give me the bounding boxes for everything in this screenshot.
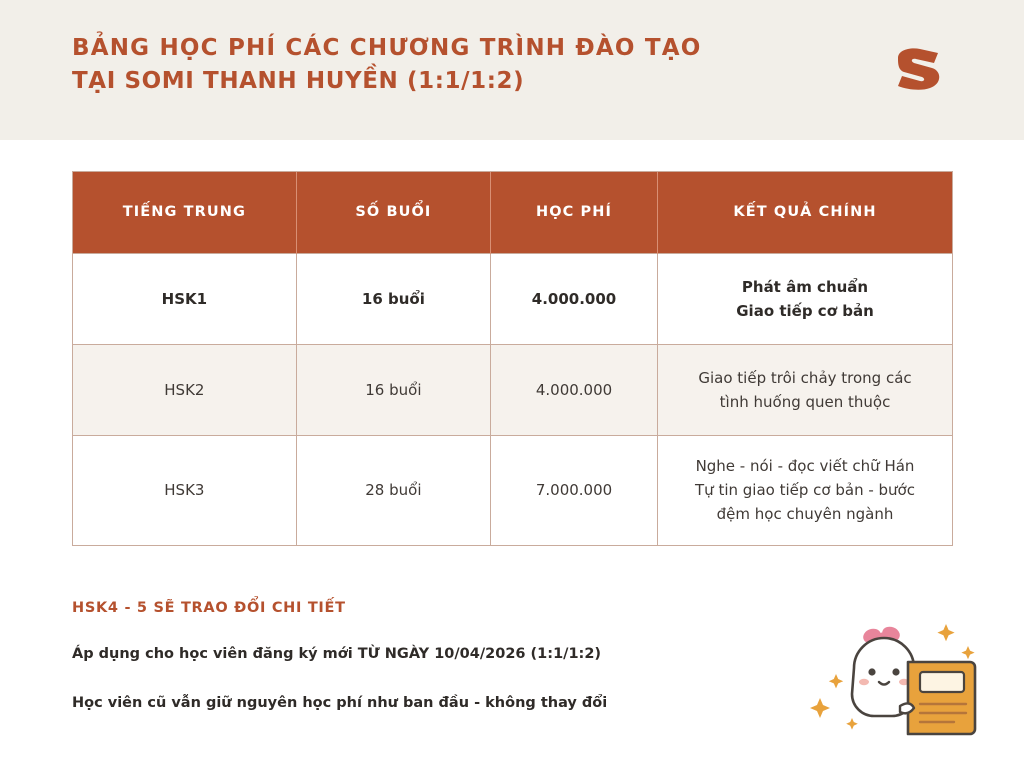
note-line-2: Học viên cũ vẫn giữ nguyên học phí như ban đầu - không thay đổi [72, 695, 608, 711]
cell-fee: 4.000.000 [491, 253, 658, 344]
column-header-outcome: KẾT QUẢ CHÍNH [658, 172, 952, 253]
table-row [73, 344, 952, 435]
table-row [73, 435, 952, 545]
note-line-1: Áp dụng cho học viên đăng ký mới TỪ NGÀY 10/04/2026 (1:1/1:2) [72, 646, 602, 662]
outcome-line: Phát âm chuẩn [741, 277, 869, 296]
cell-sessions: 28 buổi [296, 435, 490, 545]
cell-fee: 4.000.000 [491, 344, 658, 435]
outcome-line: đệm học chuyên ngành [716, 505, 894, 524]
cell-level: HSK3 [73, 435, 296, 545]
note-highlight: HSK4 - 5 SẼ TRAO ĐỔI CHI TIẾT [72, 600, 346, 616]
table-header-row [73, 172, 952, 253]
outcome-line: Nghe - nói - đọc viết chữ Hán [695, 457, 915, 476]
page-title [72, 32, 772, 98]
table-row [73, 253, 952, 344]
outcome-line: tình huống quen thuộc [719, 392, 891, 411]
cell-sessions: 16 buổi [296, 344, 490, 435]
outcome-line: Tự tin giao tiếp cơ bản - bước [695, 481, 915, 500]
cell-level: HSK2 [73, 344, 296, 435]
column-header-fee: HỌC PHÍ [491, 172, 658, 253]
cell-outcome [658, 344, 952, 435]
somi-logo-icon [890, 44, 946, 96]
page-title-line-2: TẠI SOMI THANH HUYỀN (1:1/1:2) [72, 68, 525, 94]
cell-fee: 7.000.000 [491, 435, 658, 545]
cell-level: HSK1 [73, 253, 296, 344]
tuition-table [72, 171, 953, 546]
cell-outcome [658, 435, 952, 545]
column-header-level: TIẾNG TRUNG [73, 172, 296, 253]
notes-section [72, 600, 812, 744]
page-title-line-1: BẢNG HỌC PHÍ CÁC CHƯƠNG TRÌNH ĐÀO TẠO [72, 35, 702, 61]
column-header-sessions: SỐ BUỔI [296, 172, 490, 253]
cell-sessions: 16 buổi [296, 253, 490, 344]
girl-reading-book-illustration [796, 606, 996, 746]
cell-outcome [658, 253, 952, 344]
page-header [0, 0, 1024, 140]
outcome-line: Giao tiếp cơ bản [736, 301, 874, 320]
outcome-line: Giao tiếp trôi chảy trong các [698, 368, 912, 387]
